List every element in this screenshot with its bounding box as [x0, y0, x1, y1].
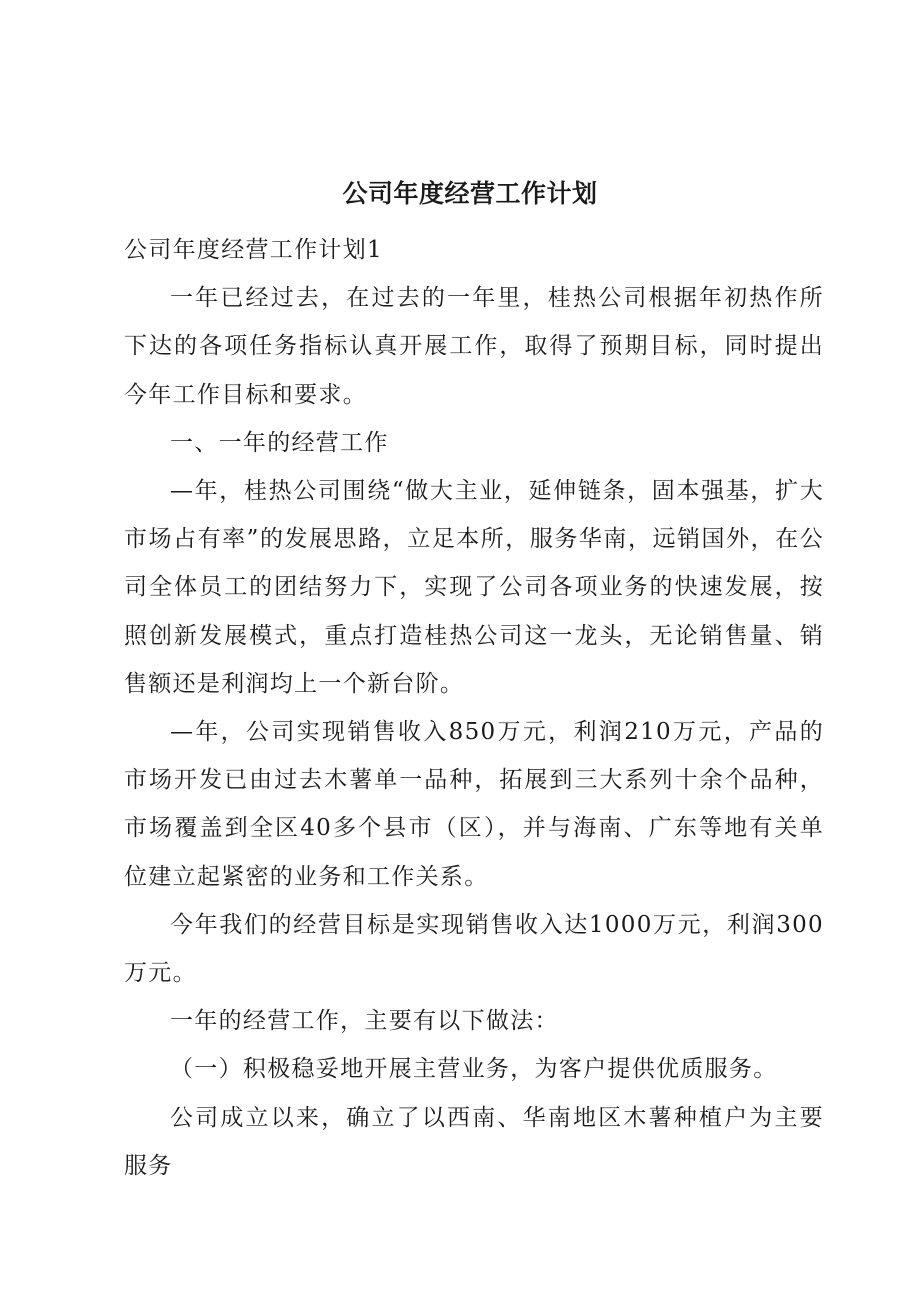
document-body — [124, 226, 824, 1190]
document-title: 公司年度经营工作计划 — [342, 179, 598, 208]
paragraph-intro: 一年已经过去，在过去的一年里，桂热公司根据年初热作所下达的各项任务指标认真开展工作，取得了预期目标，同时提出今年工作目标和要求。 — [124, 285, 824, 408]
paragraph-methods-intro: 一年的经营工作，主要有以下做法： — [170, 1008, 559, 1035]
paragraph-service: 公司成立以来，确立了以西南、华南地区木薯种植户为主要服务 — [124, 1104, 824, 1179]
paragraph-targets: 今年我们的经营目标是实现销售收入达1000万元，利润300万元。 — [124, 911, 824, 987]
paragraph-subtitle: 公司年度经营工作计划1 — [124, 237, 383, 263]
paragraph-results: —年，公司实现销售收入850万元，利润210万元，产品的市场开发已由过去木薯单一品种，拓展到三大系列十余个品种，市场覆盖到全区40多个县市（区），并与海南、广东等地有关单位建立起紧密的业务和工作关系。 — [124, 719, 824, 890]
paragraph-development: —年，桂热公司围绕“做大主业，延伸链条，固本强基，扩大市场占有率”的发展思路，立足本所，服务华南，远销国外，在公司全体员工的团结努力下，实现了公司各项业务的快速发展，按照创新发展模式，重点打造桂热公司这一龙头，无论销售量、销售额还是利润均上一个新台阶。 — [124, 478, 824, 697]
section-heading-1: 一、一年的经营工作 — [170, 429, 389, 456]
subsection-heading-1: （一）积极稳妥地开展主营业务，为客户提供优质服务。 — [170, 1056, 778, 1083]
